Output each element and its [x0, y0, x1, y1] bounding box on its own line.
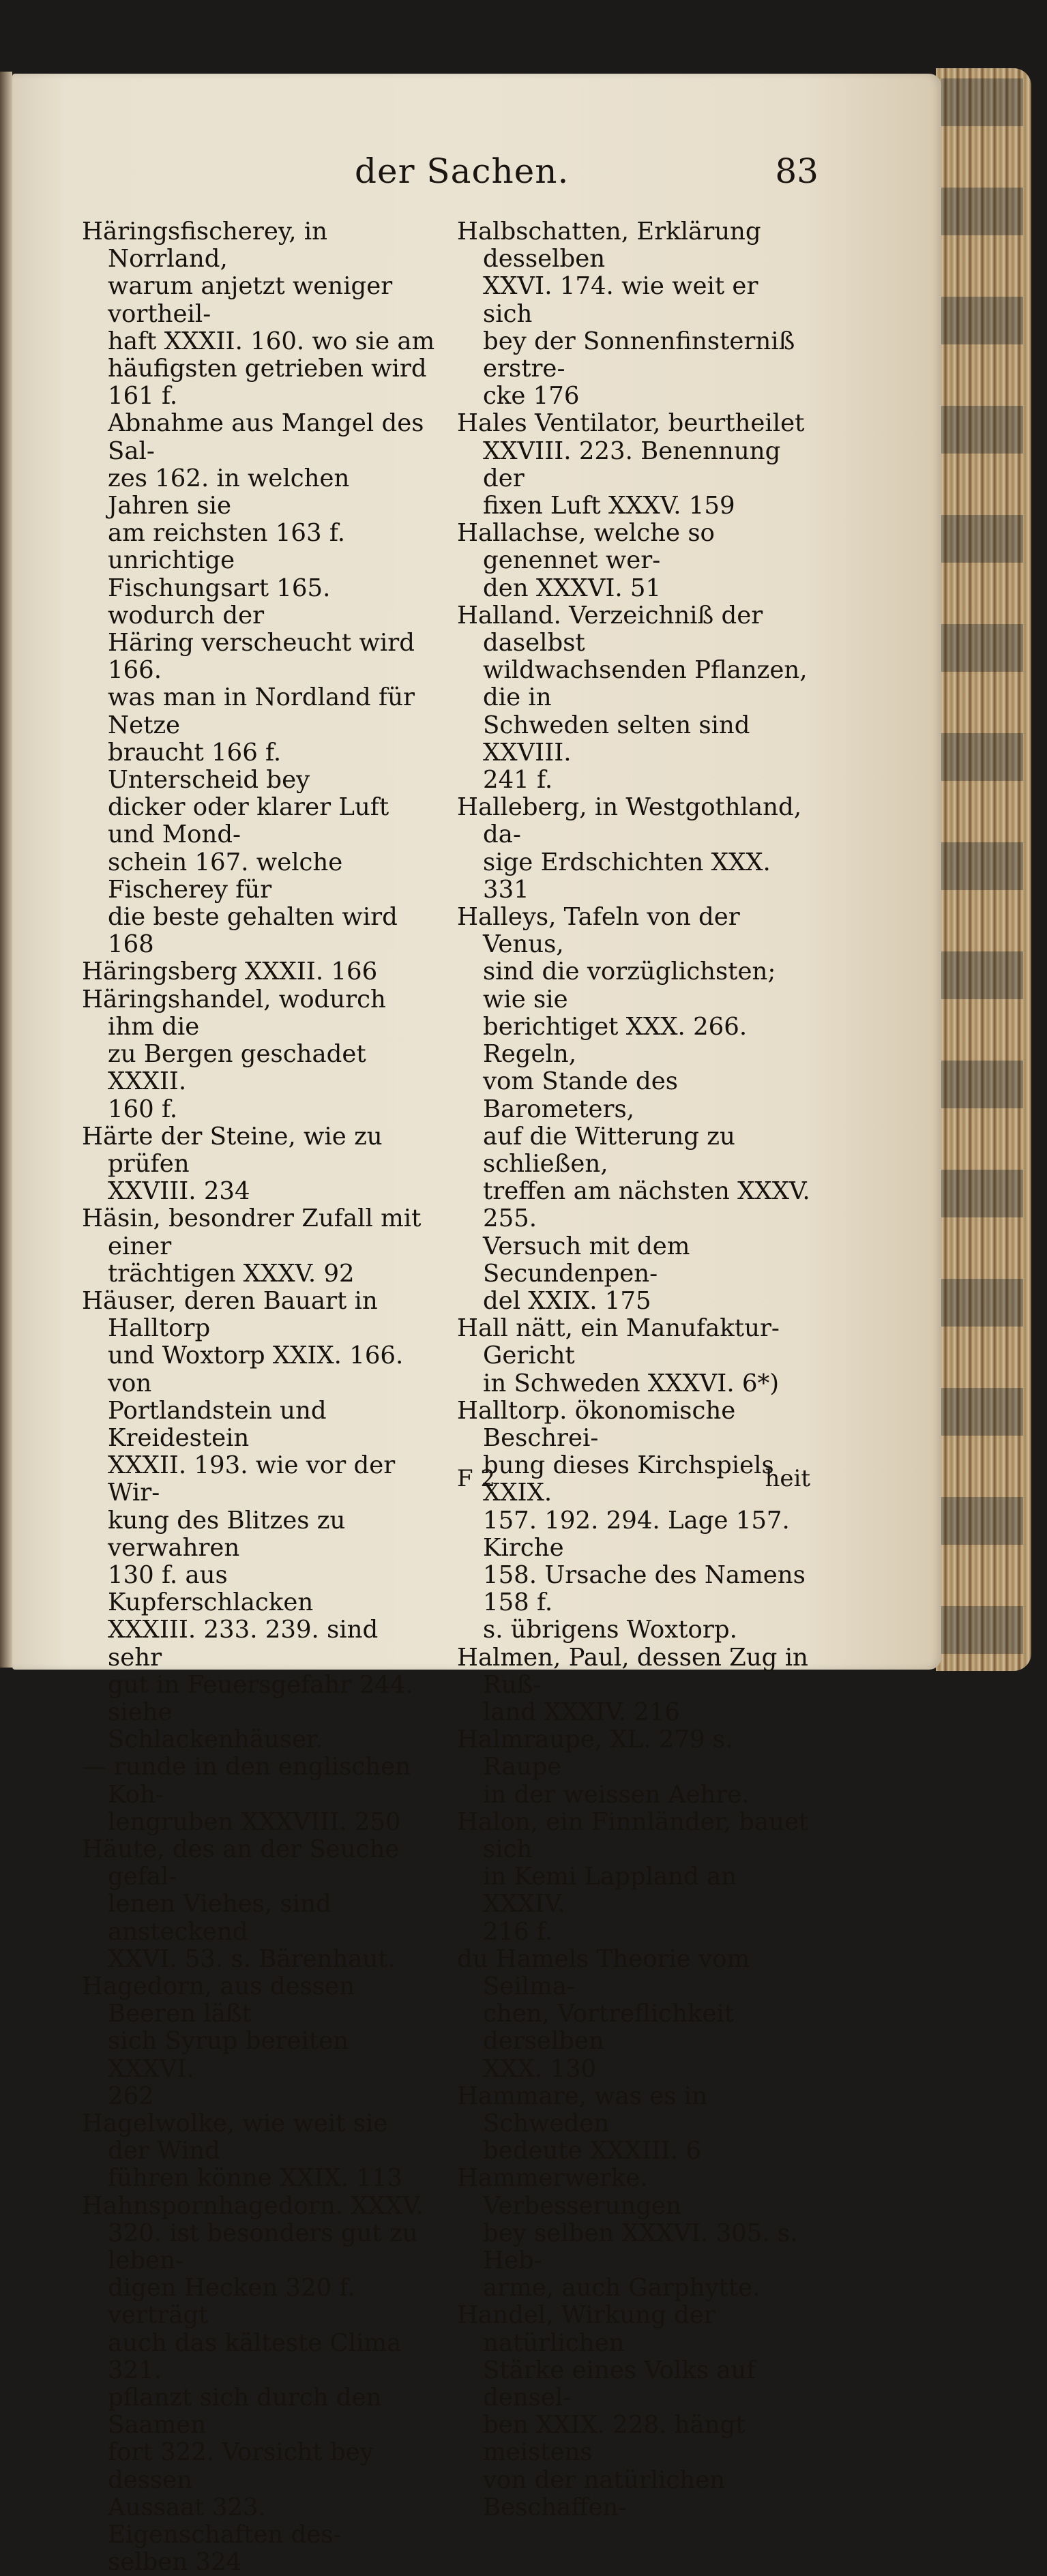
running-title: der Sachen.: [355, 151, 570, 191]
page-edge-stains: [941, 78, 1023, 1661]
index-entry: Hahnspornhagedorn. XXXV. 320. ist besonders gut zu leben- digen Hecken 320 f. verträgt auch das kälteste Clima 321. pflanzt sich durch den Saamen fort 322. Vorsicht bey dessen Aussaat 323. Eigenschaften des- selben 324: [82, 2191, 424, 2576]
index-entry: Härte der Steine, wie zu prüfen XXVIII. 234: [82, 1122, 383, 1206]
facing-page-edge: [0, 72, 12, 1668]
catchword: heit: [765, 1465, 810, 1492]
page-footer: [457, 1465, 810, 1498]
index-entry: Hallachse, welche so genennet wer- den XXXVI. 51: [457, 519, 715, 602]
index-entry: Handel, Wirkung der natürlichen Stärke eines Volks auf densel- ben XXIX. 228. hängt meistens von der natürlichen Beschaffen-: [457, 2301, 756, 2521]
index-entry: Hammerwerke. Verbesserungen bey selben XXXVI. 305. s. Heb- arme, auch Garphytte.: [457, 2164, 798, 2303]
index-entry: Häringsfischerey, in Norrland, warum anjetzt weniger vortheil- haft XXXII. 160. wo sie am häufigsten getrieben wird 161 f. Abnahme aus Mangel des Sal- zes 162. in welchen Jahren sie am reichsten 163 f. unrichtige Fischungsart 165. wodurch der Häring verscheucht wird 166. was man in Nordland für Netze braucht 166 f. Unterscheid bey dicker oder klarer Luft und Mond- schein 167. welche Fischerey für die beste gehalten wird 168: [82, 218, 435, 959]
index-entry: Häsin, besondrer Zufall mit einer trächtigen XXXV. 92: [82, 1204, 422, 1288]
index-column-right: [457, 218, 810, 2521]
index-entry: Hales Ventilator, beurtheilet XXVIII. 223. Benennung der fixen Luft XXXV. 159: [457, 409, 805, 520]
index-entry: Hall nätt, ein Manufaktur-Gericht in Schweden XXXVI. 6*): [457, 1314, 780, 1397]
index-entry: Halltorp. ökonomische Beschrei- bung dieses Kirchspiels XXIX. 157. 192. 294. Lage 157. Kirche 158. Ursache des Namens 158 f. s. übrigens Woxtorp.: [457, 1396, 806, 1644]
index-column-left: [82, 218, 435, 2576]
index-entry: Halleys, Tafeln von der Venus, sind die vorzüglichsten; wie sie berichtiget XXX. 266. Regeln, vom Stande des Barometers, auf die Witterung zu schließen, treffen am nächsten XXXV. 255. Versuch mit dem Secundenpen- del XXIX. 175: [457, 903, 810, 1315]
page-number: 83: [775, 151, 819, 191]
index-entry: — runde in den englischen Koh- lengruben XXXVIII. 250: [82, 1753, 411, 1836]
signature-mark: F 2: [457, 1465, 496, 1492]
index-entry: Halbschatten, Erklärung desselben XXVI. 174. wie weit er sich bey der Sonnenfinsterniß erstre- cke 176: [457, 218, 795, 411]
index-entry: Halland. Verzeichniß der daselbst wildwachsenden Pflanzen, die in Schweden selten sind XXVIII. 241 f.: [457, 601, 808, 795]
index-entry: Halmen, Paul, dessen Zug in Ruß- land XXXIV. 216: [457, 1643, 808, 1726]
index-entry: Hagedorn, aus dessen Beeren läßt sich Syrup bereiten XXXVI. 262: [82, 1972, 355, 2110]
index-entry: Hammare, was es in Schweden bedeute XXXIII. 6: [457, 2082, 707, 2165]
index-entry: Häuser, deren Bauart in Halltorp und Woxtorp XXIX. 166. von Portlandstein und Kreidestein XXXII. 193. wie vor der Wir- kung des Blitzes zu verwahren 130 f. aus Kupferschlacken XXXIII. 233. 239. sind sehr gut in Feuersgefahr 244. siehe Schlackenhäuser.: [82, 1286, 413, 1754]
index-entry: Häringshandel, wodurch ihm die zu Bergen geschadet XXXII. 160 f.: [82, 985, 386, 1123]
index-entry: Häringsberg XXXII. 166: [82, 958, 378, 986]
index-entry: Häute, des an der Seuche gefal- lenen Viehes, sind ansteckend XXVI. 53. s. Bärenhaut.: [82, 1835, 400, 1973]
index-entry: Hagelwolke, wie weit sie der Wind führen könne XXIX. 113: [82, 2109, 403, 2193]
index-entry: Halmraupe, XL. 279 s. Raupe in der weissen Aehre.: [457, 1726, 750, 1809]
index-entry: du Hamels Theorie vom Seilma- chen, Vortreflichkeit derselben XXX. 130: [457, 1944, 750, 2083]
page-header: [82, 151, 819, 199]
index-entry: Halleberg, in Westgothland, da- sige Erdschichten XXX. 331: [457, 793, 802, 904]
index-entry: Halon, ein Finnländer, bauet sich in Kemi Lappland an XXXIV. 216 f.: [457, 1807, 809, 1946]
